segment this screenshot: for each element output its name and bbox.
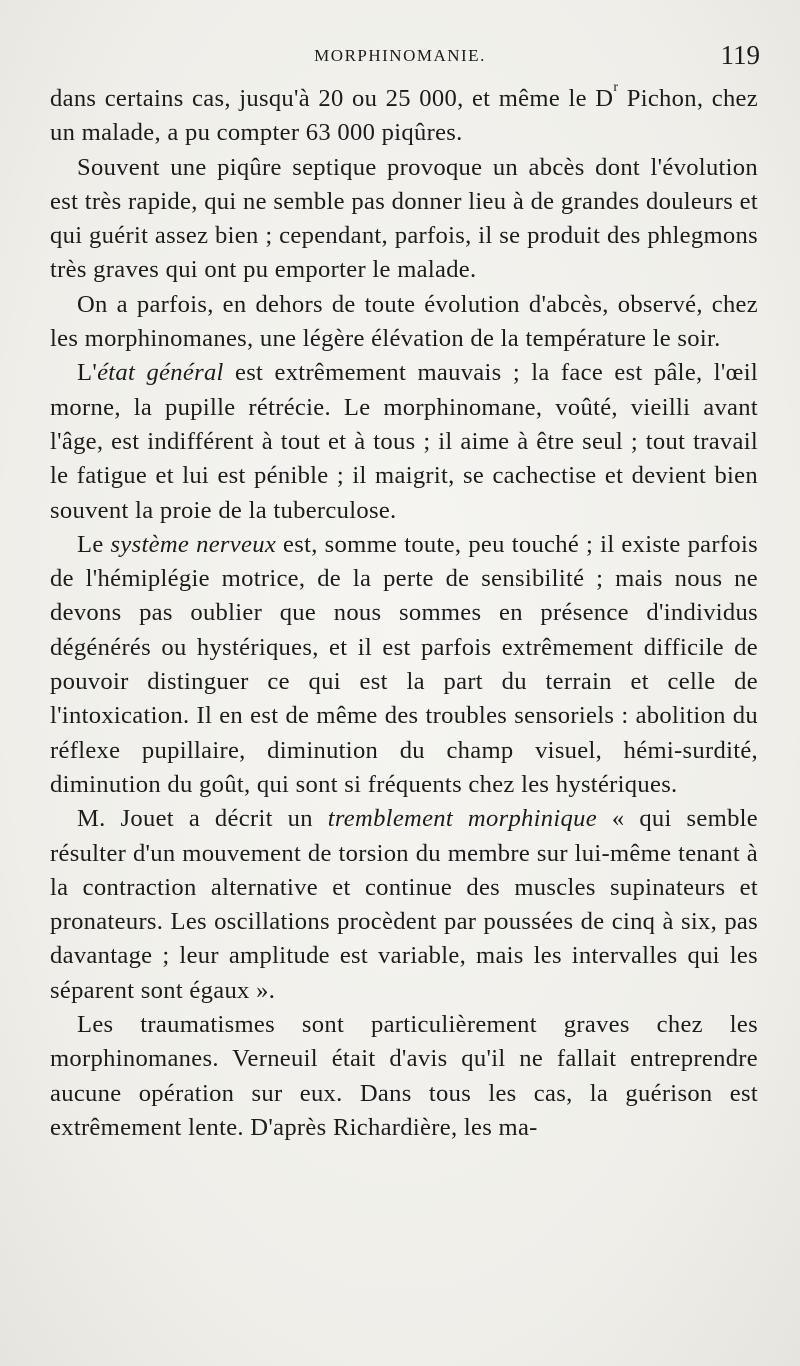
running-title: MORPHINOMANIE. <box>314 46 486 65</box>
paragraph-5-emphasis: système nerveux <box>110 530 277 558</box>
paragraph-4 <box>50 356 758 527</box>
paragraph-5-text-b: est, somme toute, peu touché ; il existe parfois de l'hémiplégie motrice, de la perte de sensibilité ; mais nous ne devons pas oublier que nous sommes en présence d'individus dégénérés ou hystériques, et il est parfois extrêmement difficile de pouvoir distinguer ce qui est la part du terrain et celle de l'intoxication. Il en est de même des troubles sensoriels : abolition du réflexe pupillaire, diminution du champ visuel, hémi-surdité, diminution du goût, qui sont si fréquents chez les hystériques. <box>50 530 758 798</box>
paragraph-5 <box>50 528 758 802</box>
paragraph-5-text-a: Le <box>77 530 111 558</box>
paragraph-7: Les traumatismes sont particulièrement graves chez les morphinomanes. Verneuil était d'avis qu'il ne fallait entreprendre aucune opération sur eux. Dans tous les cas, la guérison est extrêmement lente. D'après Richardière, les ma- <box>50 1011 758 1141</box>
paragraph-3: On a parfois, en dehors de toute évolution d'abcès, observé, chez les morphinomanes, une légère élévation de la température le soir. <box>50 290 758 353</box>
page-number: 119 <box>720 40 760 70</box>
doctor-abbrev-superscript: r <box>613 80 619 95</box>
paragraph-6-emphasis: tremblement morphinique <box>327 805 597 833</box>
paragraph-4-emphasis: état général <box>97 359 224 387</box>
paragraph-2: Souvent une piqûre septique provoque un abcès dont l'évolution est très rapide, qui ne semble pas donner lieu à de grandes douleurs et qui guérit assez bien ; cependant, parfois, il se produit des phlegmons très graves qui ont pu emporter le malade. <box>50 153 758 284</box>
paragraph-4-text-b: est extrêmement mauvais ; la face est pâle, l'œil morne, la pupille rétrécie. Le morphinomane, voûté, vieilli avant l'âge, est indifférent à tout et à tous ; il aime à être seul ; tout travail le fatigue et lui est pénible ; il maigrit, se cachectise et devient bien souvent la proie de la tuberculose. <box>50 359 758 524</box>
paragraph-4-text-a: L' <box>77 359 98 387</box>
running-header <box>0 40 800 80</box>
paragraph-1 <box>50 82 758 151</box>
paragraph-6 <box>50 802 758 1008</box>
paragraph-1-text-b: Pichon, chez un malade, a pu compter 63 000 piqûres. <box>50 85 758 147</box>
paragraph-6-text-a: M. Jouet a décrit un <box>77 805 328 833</box>
paragraph-6-text-b: « qui semble résulter d'un mouvement de torsion du membre sur lui-même tenant à la contraction alternative et continue des muscles supinateurs et pronateurs. Les oscillations procèdent par poussées de cinq à six, pas davantage ; leur amplitude est variable, mais les intervalles qui les séparent sont égaux ». <box>50 805 759 1004</box>
paragraph-1-text-a: dans certains cas, jusqu'à 20 ou 25 000, et même le D <box>50 85 614 112</box>
body-text <box>50 82 758 1145</box>
